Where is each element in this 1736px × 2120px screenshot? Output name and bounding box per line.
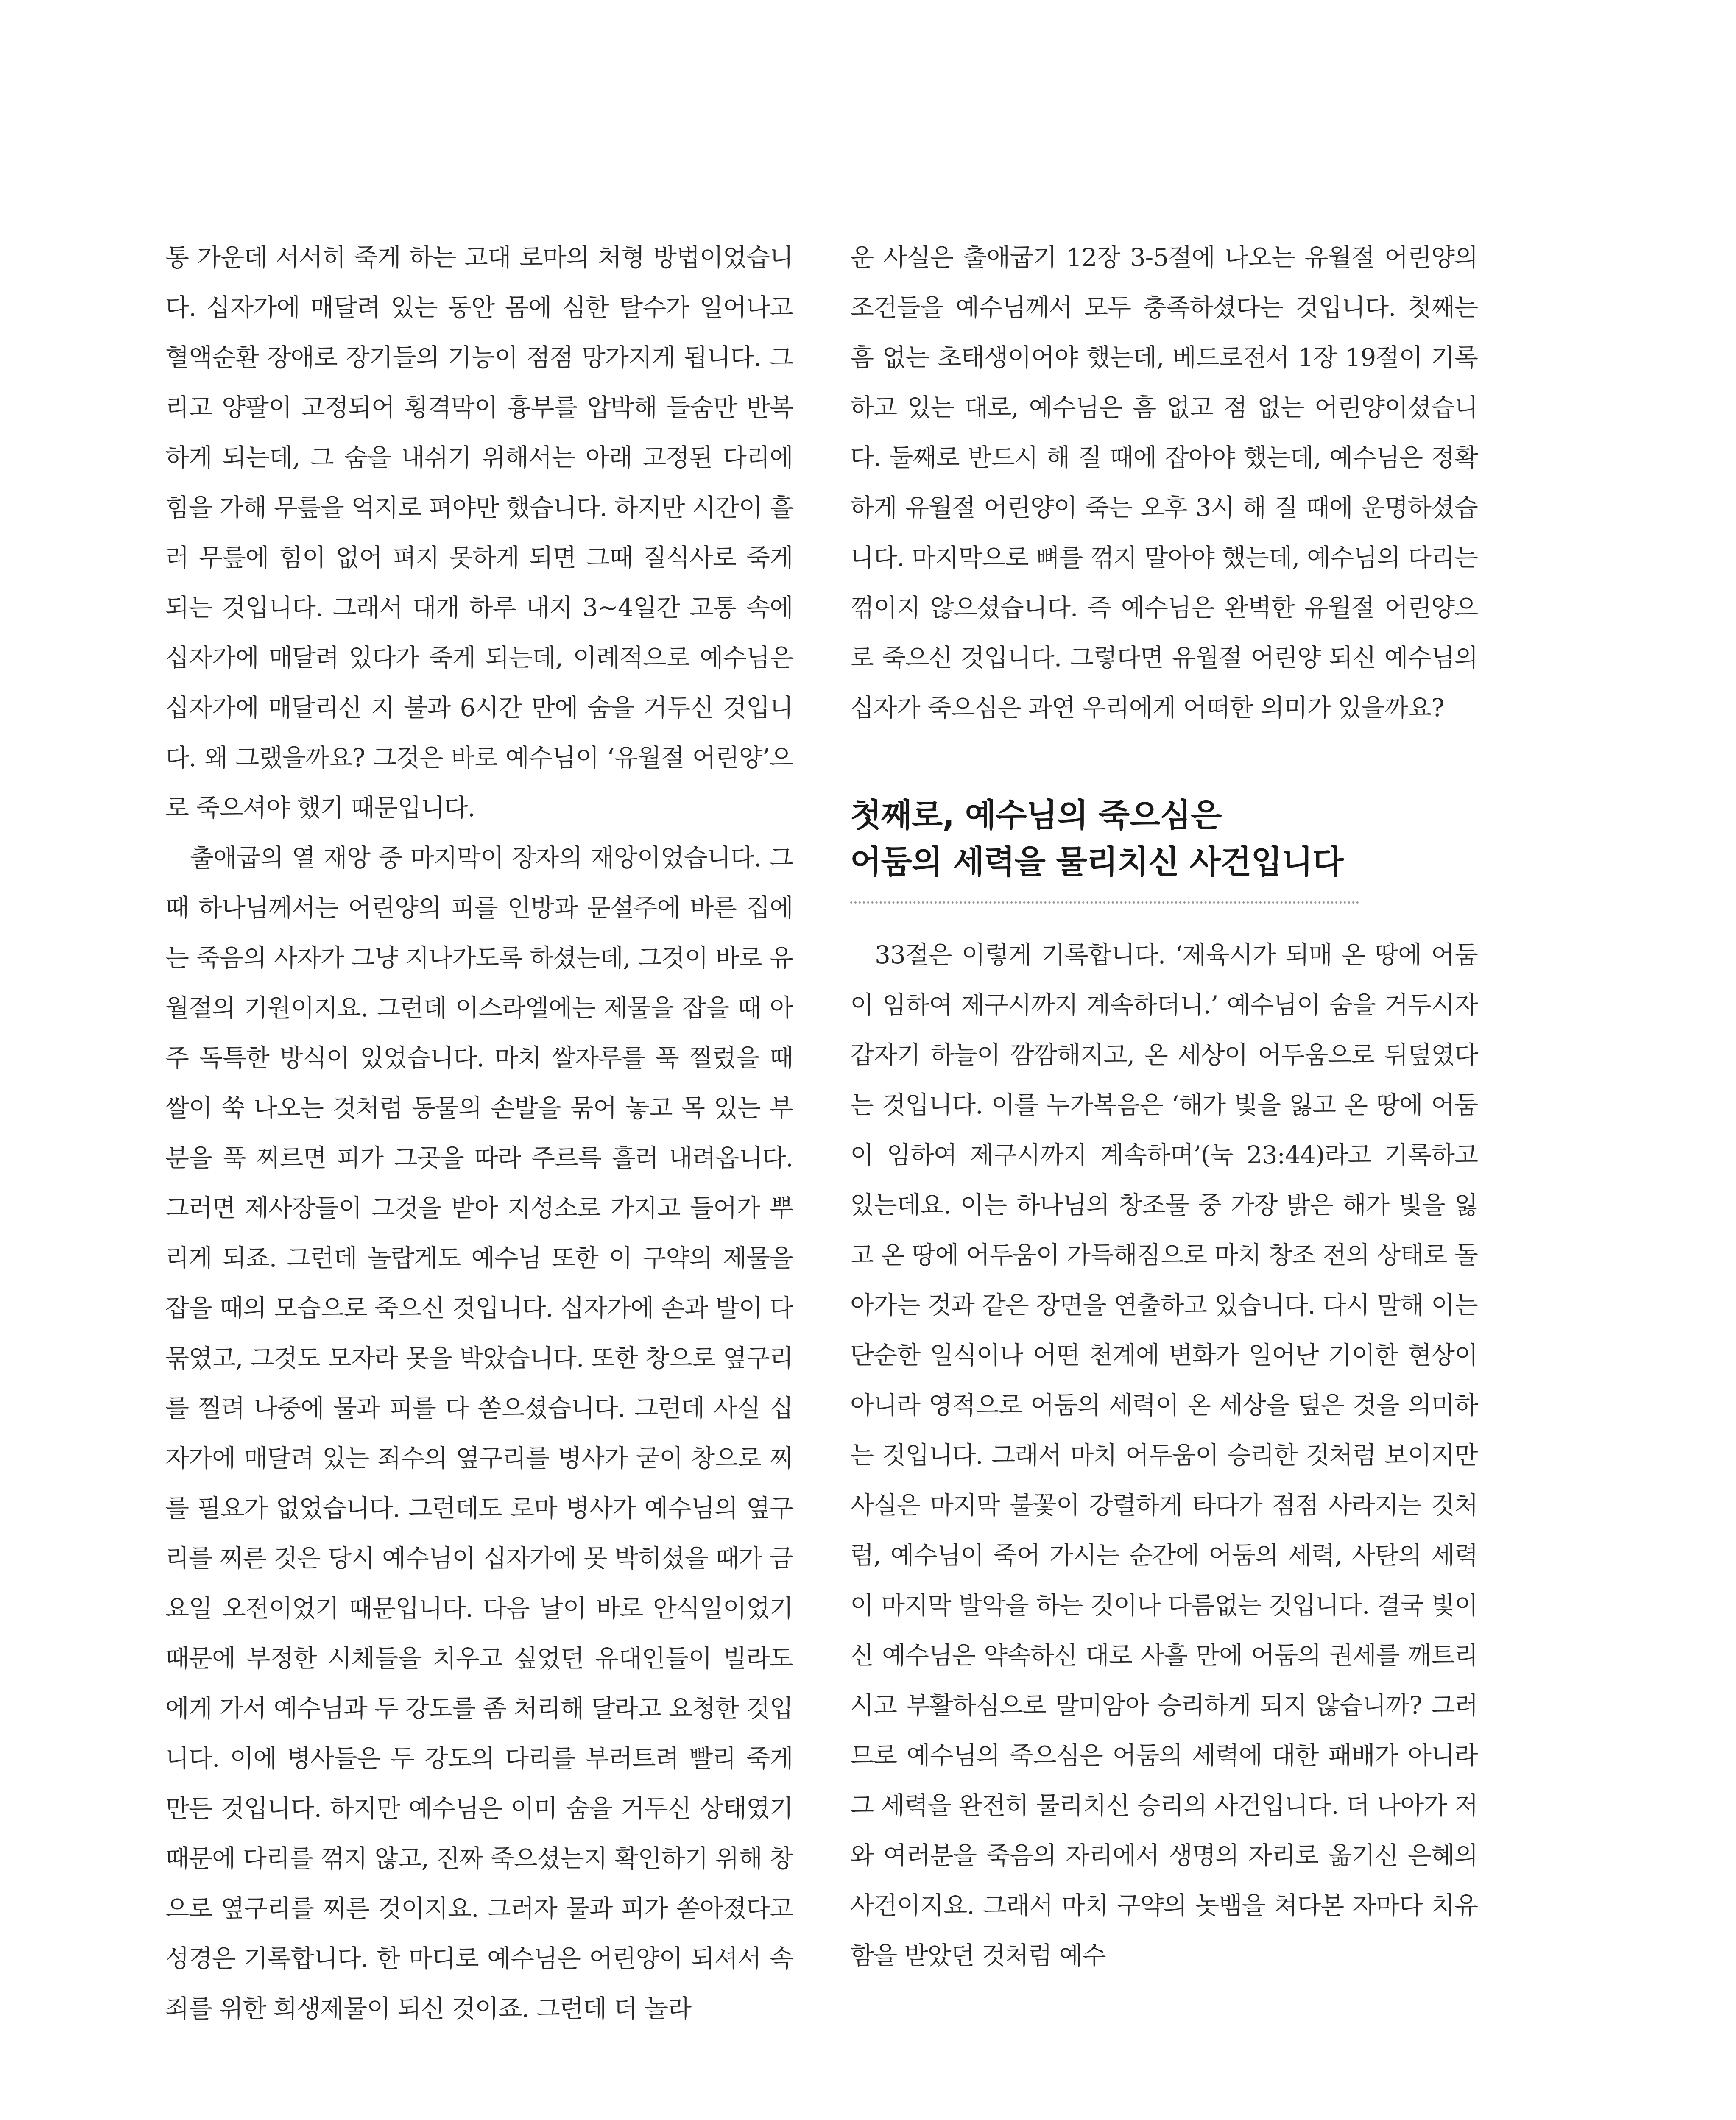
left-column	[165, 232, 793, 2034]
body-paragraph: 통 가운데 서서히 죽게 하는 고대 로마의 처형 방법이었습니다. 십자가에 매달려 있는 동안 몸에 심한 탈수가 일어나고 혈액순환 장애로 장기들의 기능이 점점 망가지게 됩니다. 그리고 양팔이 고정되어 횡격막이 흉부를 압박해 들숨만 반복하게 되는데, 그 숨을 내쉬기 위해서는 아래 고정된 다리에 힘을 가해 무릎을 억지로 펴야만 했습니다. 하지만 시간이 흘러 무릎에 힘이 없어 펴지 못하게 되면 그때 질식사로 죽게 되는 것입니다. 그래서 대개 하루 내지 3~4일간 고통 속에 십자가에 매달려 있다가 죽게 되는데, 이례적으로 예수님은 십자가에 매달리신 지 불과 6시간 만에 숨을 거두신 것입니다. 왜 그랬을까요? 그것은 바로 예수님이 ‘유월절 어린양’으로 죽으셔야 했기 때문입니다.	[165, 243, 793, 822]
body-paragraph: 33절은 이렇게 기록합니다. ‘제육시가 되매 온 땅에 어둠이 임하여 제구시까지 계속하더니.’ 예수님이 숨을 거두시자 갑자기 하늘이 깜깜해지고, 온 세상이 어두움으로 뒤덮였다는 것입니다. 이를 누가복음은 ‘해가 빛을 잃고 온 땅에 어둠이 임하여 제구시까지 계속하며’(눅 23:44)라고 기록하고 있는데요. 이는 하나님의 창조물 중 가장 밝은 해가 빛을 잃고 온 땅에 어두움이 가득해짐으로 마치 창조 전의 상태로 돌아가는 것과 같은 장면을 연출하고 있습니다. 다시 말해 이는 단순한 일식이나 어떤 천계에 변화가 일어난 기이한 현상이 아니라 영적으로 어둠의 세력이 온 세상을 덮은 것을 의미하는 것입니다. 그래서 마치 어두움이 승리한 것처럼 보이지만 사실은 마지막 불꽃이 강렬하게 타다가 점점 사라지는 것처럼, 예수님이 죽어 가시는 순간에 어둠의 세력, 사탄의 세력이 마지막 발악을 하는 것이나 다름없는 것입니다. 결국 빛이신 예수님은 약속하신 대로 사흘 만에 어둠의 권세를 깨트리시고 부활하심으로 말미암아 승리하게 되지 않습니까? 그러므로 예수님의 죽으심은 어둠의 세력에 대한 패배가 아니라 그 세력을 완전히 물리치신 승리의 사건입니다. 더 나아가 저와 여러분을 죽음의 자리에서 생명의 자리로 옮기신 은혜의 사건이지요. 그래서 마치 구약의 놋뱀을 쳐다본 자마다 치유함을 받았던 것처럼 예수	[850, 940, 1478, 1970]
right-column	[850, 232, 1478, 1981]
section-heading	[850, 792, 1478, 885]
section-heading-line: 첫째로, 예수님의 죽으심은	[850, 796, 1222, 834]
body-paragraph: 출애굽의 열 재앙 중 마지막이 장자의 재앙이었습니다. 그때 하나님께서는 어린양의 피를 인방과 문설주에 바른 집에는 죽음의 사자가 그냥 지나가도록 하셨는데, 그것이 바로 유월절의 기원이지요. 그런데 이스라엘에는 제물을 잡을 때 아주 독특한 방식이 있었습니다. 마치 쌀자루를 푹 찔렀을 때 쌀이 쑥 나오는 것처럼 동물의 손발을 묶어 놓고 목 있는 부분을 푹 찌르면 피가 그곳을 따라 주르륵 흘러 내려옵니다. 그러면 제사장들이 그것을 받아 지성소로 가지고 들어가 뿌리게 되죠. 그런데 놀랍게도 예수님 또한 이 구약의 제물을 잡을 때의 모습으로 죽으신 것입니다. 십자가에 손과 발이 다 묶였고, 그것도 모자라 못을 박았습니다. 또한 창으로 옆구리를 찔려 나중에 물과 피를 다 쏟으셨습니다. 그런데 사실 십자가에 매달려 있는 죄수의 옆구리를 병사가 굳이 창으로 찌를 필요가 없었습니다. 그런데도 로마 병사가 예수님의 옆구리를 찌른 것은 당시 예수님이 십자가에 못 박히셨을 때가 금요일 오전이었기 때문입니다. 다음 날이 바로 안식일이었기 때문에 부정한 시체들을 치우고 싶었던 유대인들이 빌라도에게 가서 예수님과 두 강도를 좀 처리해 달라고 요청한 것입니다. 이에 병사들은 두 강도의 다리를 부러트려 빨리 죽게 만든 것입니다. 하지만 예수님은 이미 숨을 거두신 상태였기 때문에 다리를 꺾지 않고, 진짜 죽으셨는지 확인하기 위해 창으로 옆구리를 찌른 것이지요. 그러자 물과 피가 쏟아졌다고 성경은 기록합니다. 한 마디로 예수님은 어린양이 되셔서 속죄를 위한 희생제물이 되신 것이죠. 그런데 더 놀라	[165, 843, 793, 2023]
body-paragraph: 운 사실은 출애굽기 12장 3-5절에 나오는 유월절 어린양의 조건들을 예수님께서 모두 충족하셨다는 것입니다. 첫째는 흠 없는 초태생이어야 했는데, 베드로전서 1장 19절이 기록하고 있는 대로, 예수님은 흠 없고 점 없는 어린양이셨습니다. 둘째로 반드시 해 질 때에 잡아야 했는데, 예수님은 정확하게 유월절 어린양이 죽는 오후 3시 해 질 때에 운명하셨습니다. 마지막으로 뼈를 꺾지 말아야 했는데, 예수님의 다리는 꺾이지 않으셨습니다. 즉 예수님은 완벽한 유월절 어린양으로 죽으신 것입니다. 그렇다면 유월절 어린양 되신 예수님의 십자가 죽으심은 과연 우리에게 어떠한 의미가 있을까요?	[850, 243, 1478, 722]
dotted-divider	[850, 901, 1359, 904]
section-heading-line: 어둠의 세력을 물리치신 사건입니다	[850, 843, 1343, 881]
